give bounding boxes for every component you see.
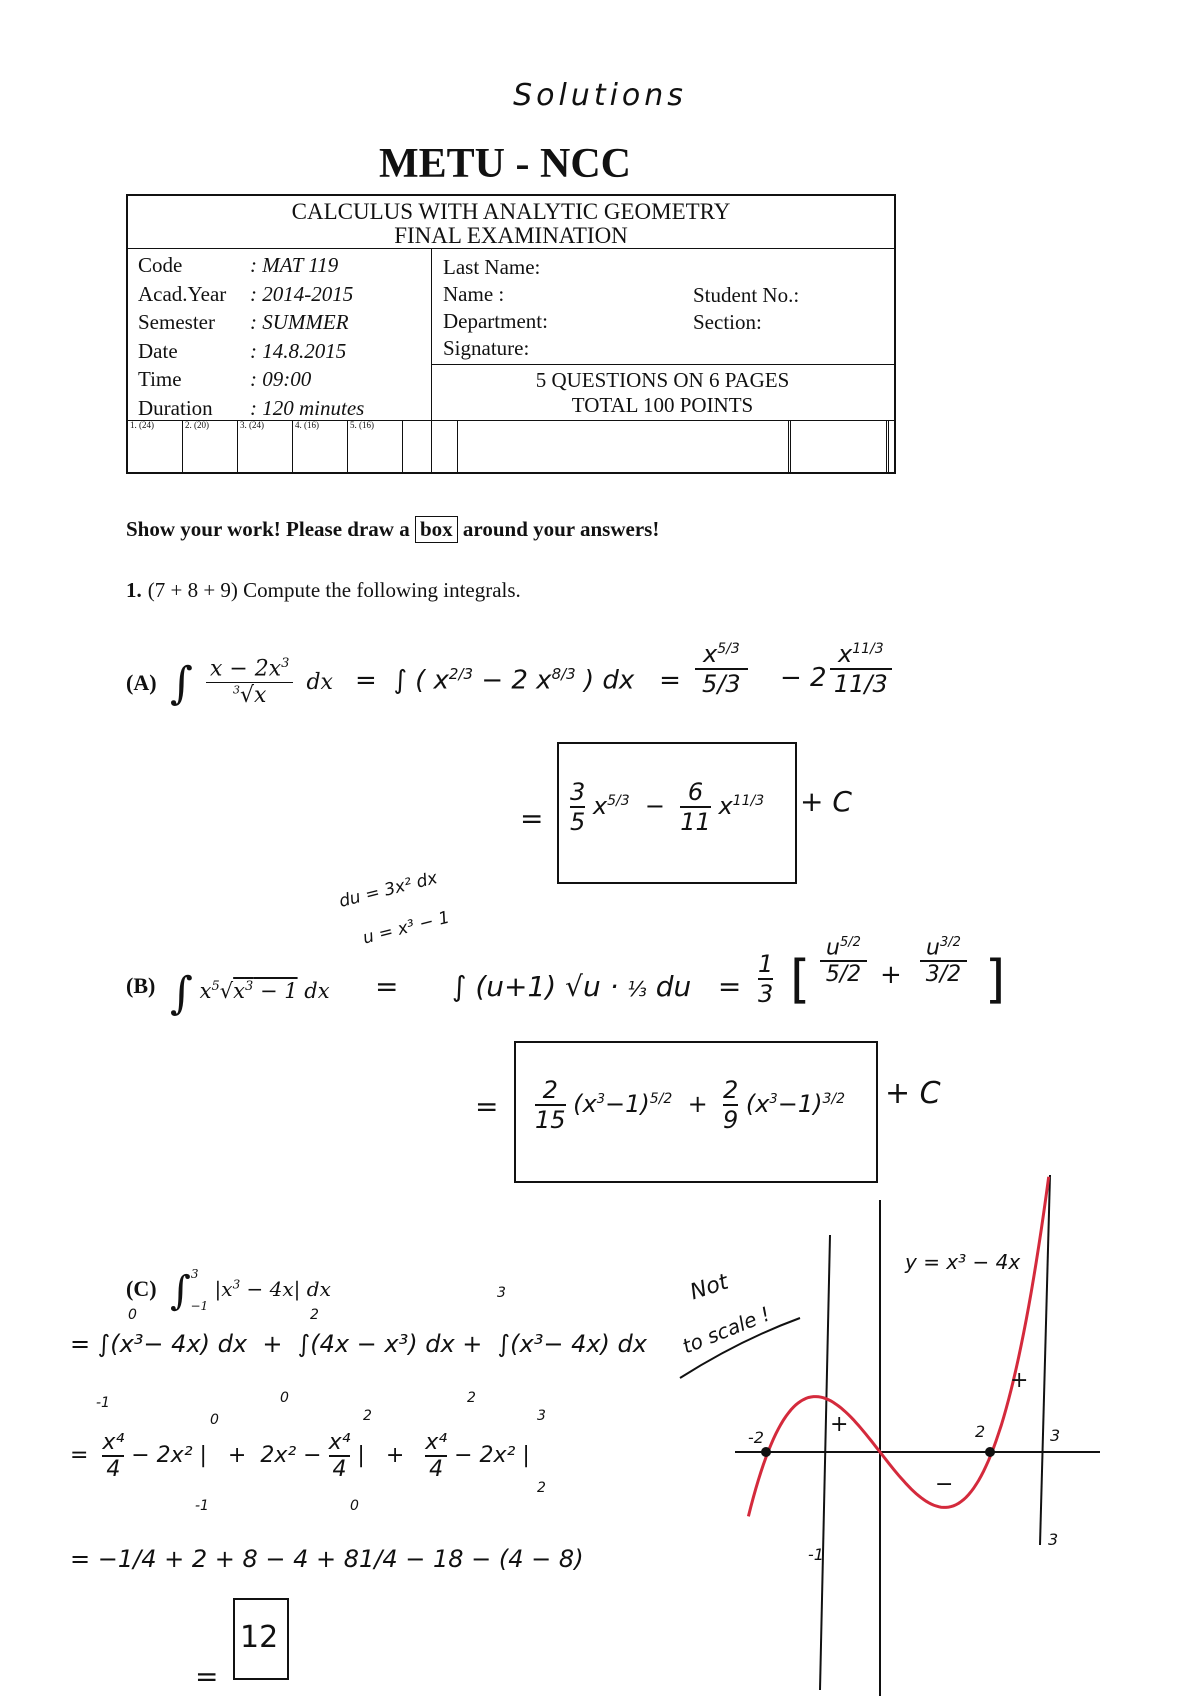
limit: -1	[195, 1498, 209, 1514]
part-b-bracket: [	[790, 950, 811, 1010]
part-a-integral: ∫ $\frac{x - 2x^3}{^3√x}$ dx	[170, 656, 333, 709]
limit: 2	[537, 1480, 546, 1496]
graph-sign: +	[1010, 1368, 1029, 1393]
signature-field[interactable]: Signature:	[443, 336, 530, 360]
limit: 3	[537, 1408, 546, 1424]
score-cell: 4. (16)	[293, 420, 348, 472]
part-a-label: (A)	[126, 670, 157, 695]
name-field[interactable]: Name :	[443, 282, 505, 306]
limit: -1	[96, 1395, 110, 1411]
limit: 3	[497, 1285, 506, 1301]
part-b-label: (B)	[126, 973, 156, 998]
part-b-bracket-close: ]	[985, 950, 1006, 1010]
part-c-antiderivatives: = $\frac{\text{x⁴}}{4}$ − 2x² | + 2x² − $\frac{\text{x⁴}}{4}$ | + $\frac{\text{x⁴}}{4}$ − 2x² |	[70, 1430, 530, 1482]
part-c-label: (C)	[126, 1276, 157, 1301]
limit: 2	[363, 1408, 372, 1424]
equals-sign: =	[520, 802, 544, 835]
part-b-frac1: $u^{5/2}$ 5/2	[820, 935, 867, 987]
department-field[interactable]: Department:	[443, 309, 548, 333]
limit: 2	[467, 1390, 476, 1406]
instructions: Show your work! Please draw a box around your answers!	[126, 517, 660, 541]
part-c-split: = ∫(x³− 4x) dx + ∫(4x − x³) dx + ∫(x³− 4x) dx	[70, 1330, 647, 1358]
graph-sign: −	[935, 1472, 954, 1497]
limit: 0	[128, 1307, 137, 1323]
question-1: 1. (7 + 8 + 9) Compute the following integrals.	[126, 578, 521, 602]
part-c-evaluation: = −1/4 + 2 + 8 − 4 + 81/4 − 18 − (4 − 8)	[70, 1545, 584, 1573]
part-a-step1: = ∫ ( $x^{2/3} - 2$ $x^{8/3}$ ) dx =	[355, 665, 681, 696]
equals-sign: =	[475, 1090, 499, 1123]
part-c-answer: 12	[240, 1620, 279, 1655]
part-b-plus: +	[880, 960, 902, 990]
student-no-field[interactable]: Student No.:	[693, 283, 800, 307]
graph-label: -1	[808, 1545, 824, 1564]
part-a-constant: + C	[800, 785, 852, 818]
graph-sign: +	[830, 1412, 849, 1437]
cubic-curve	[748, 1177, 1048, 1517]
limit: 0	[280, 1390, 289, 1406]
score-cell: 5. (16)	[348, 420, 403, 472]
part-b-frac2: $u^{3/2}$ 3/2	[920, 935, 967, 987]
part-b-constant: + C	[885, 1076, 941, 1111]
exam-title: METU - NCC	[379, 141, 631, 187]
graph-label: 2	[975, 1422, 986, 1441]
score-cell: 3. (24)	[238, 420, 293, 472]
course-title: CALCULUS WITH ANALYTIC GEOMETRY FINAL EXAMINATION	[291, 199, 731, 248]
part-a-minus: − 2	[780, 663, 827, 693]
graph-label: 3	[1050, 1426, 1061, 1445]
section-field[interactable]: Section:	[693, 310, 762, 334]
solutions-heading: Solutions	[513, 78, 687, 113]
limit: 0	[210, 1412, 219, 1428]
root-point	[985, 1447, 995, 1457]
limit: 2	[310, 1307, 319, 1323]
score-cell: 1. (24)	[128, 420, 183, 472]
score-cell: 2. (20)	[183, 420, 238, 472]
graph-note: to scale !	[678, 1301, 774, 1359]
part-a-answer: $\frac{3}{5}$ $x^{5/3}$ − $\frac{6}{11}$ $x^{11/3}$	[570, 778, 765, 836]
equals-sign: =	[195, 1660, 219, 1693]
graph-label: -2	[748, 1428, 764, 1447]
part-a-frac2: $x^{11/3}$ 11/3	[830, 640, 892, 698]
part-b-u: u = x³ − 1	[360, 907, 452, 949]
graph-note: Not	[687, 1269, 732, 1306]
part-b-step1: = ∫ (u+1) √u · ⅓ du =	[375, 970, 742, 1003]
line-x-minus-1	[820, 1235, 830, 1690]
part-b-third: 1 3	[758, 950, 774, 1008]
graph-label: 3	[1048, 1530, 1059, 1549]
questions-info: 5 QUESTIONS ON 6 PAGES TOTAL 100 POINTS	[535, 368, 790, 417]
part-c-integral: ∫$^3_{-1}$ $|x^3 - 4x|$ dx	[170, 1267, 331, 1314]
part-b-integral: ∫ $x^5√x^3 - 1$ dx	[170, 968, 330, 1019]
limit: 0	[350, 1498, 359, 1514]
exam-info: Code : MAT 119 Acad.Year : 2014-2015 Semester : SUMMER Date : 14.8.2015 Time : 09:00 Duration : 120 minutes	[138, 253, 365, 420]
last-name-field[interactable]: Last Name:	[443, 255, 541, 279]
part-a-frac1: $x^{5/3}$ 5/3	[695, 640, 748, 698]
graph-equation: y = x³ − 4x	[905, 1250, 1021, 1274]
root-point	[761, 1447, 771, 1457]
part-b-answer: $\frac{2}{15}$ $(x^3-1)^{5/2}$ + $\frac{2}{9}$ $(x^3-1)^{3/2}$	[535, 1076, 845, 1134]
part-b-du: du = 3x² dx	[337, 868, 440, 912]
